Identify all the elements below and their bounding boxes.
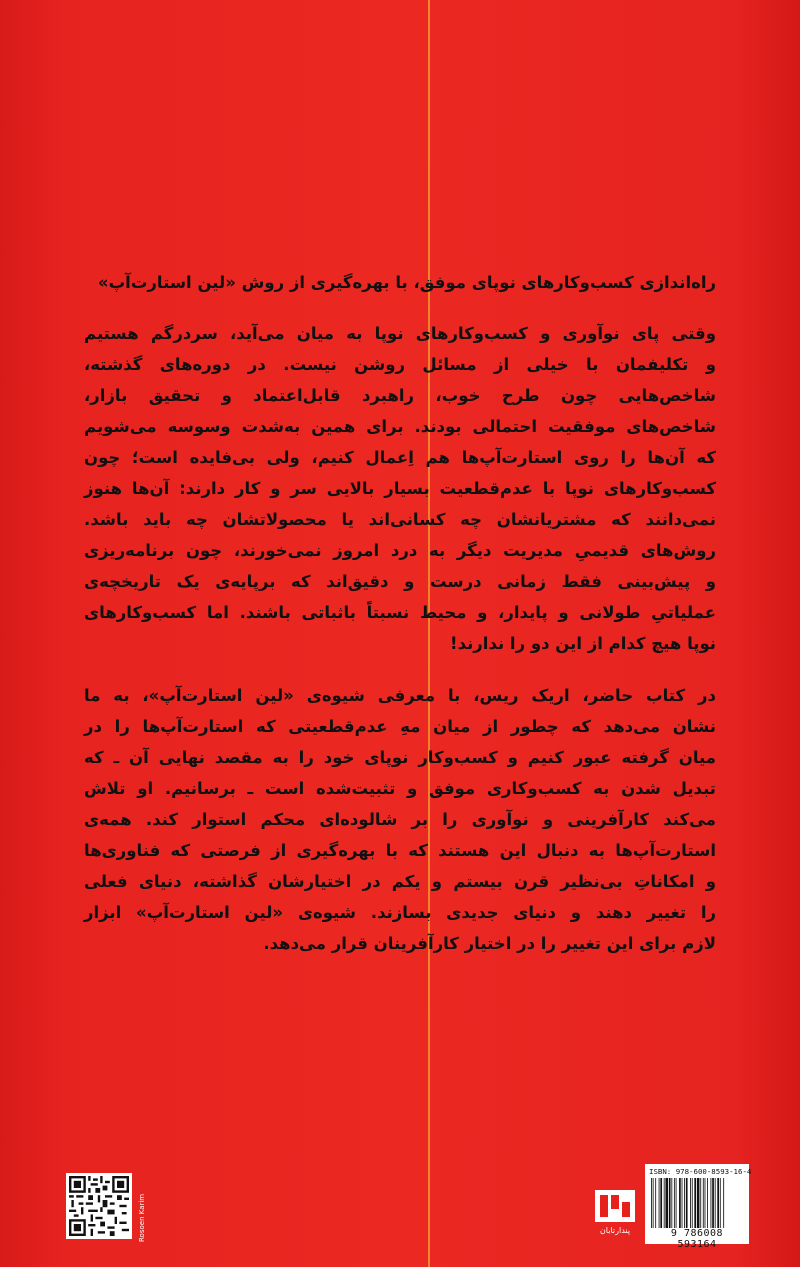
paragraph-line: شاخص‌هایی چون طرح خوب، راهبرد قابل‌اعتماد و تحقیق بازار، [84, 386, 716, 405]
publisher-name: پندارتابان [599, 1226, 631, 1235]
paragraph-line: لازم برای این تغییر را در اختیار کارآفرینان قرار می‌دهد. [263, 934, 716, 953]
barcode-bar [720, 1178, 721, 1228]
barcode-bar [651, 1178, 652, 1228]
barcode-bar [669, 1178, 671, 1228]
qr-code-graphic [69, 1176, 129, 1236]
barcode-bar [697, 1178, 700, 1228]
isbn-label: ISBN: 978-600-8593-16-4 [649, 1167, 752, 1176]
paragraph-line: میان گرفته عبور کنیم و کسب‌وکار نوپای خود را به مقصد نهایی آن ـ که [84, 748, 716, 767]
barcode-bar [674, 1178, 675, 1228]
paragraph-line: می‌کند کارآفرینی و نوآوری را بر شالوده‌ای محکم استوار کند. همه‌ی [84, 810, 716, 829]
barcode-bar [717, 1178, 719, 1228]
paragraph-line: نمی‌دانند که مشتریانشان چه کسانی‌اند یا محصولاتشان چه باید باشد. [84, 510, 716, 529]
isbn-barcode [645, 1164, 752, 1250]
barcode-bar [664, 1178, 665, 1228]
barcode-bar [676, 1178, 677, 1228]
barcode-bar [723, 1178, 724, 1228]
book-subtitle: راه‌اندازی کسب‌وکارهای نوپای موفق، با بهره‌گیری از روش «لین استارت‌آپ» [97, 273, 716, 292]
barcode-bar [694, 1178, 696, 1228]
paragraph-line: که آن‌ها را روی استارت‌آپ‌ها هم اِعمال کنیم، ولی بی‌فایده است؛ چون [84, 448, 716, 467]
barcode-bar [655, 1178, 656, 1228]
barcode-bar [703, 1178, 704, 1228]
paragraph-line: استارت‌آپ‌ها به دنبال این هستند که با بهره‌گیری از فرصتی که فناوری‌ها [84, 841, 716, 860]
barcode-bar [679, 1178, 681, 1228]
barcode-bar [671, 1178, 672, 1228]
paragraph-line: شاخص‌های موفقیت احتمالی بودند. برای همین به‌شدت وسوسه می‌شویم [84, 417, 716, 436]
barcode-bar [660, 1178, 662, 1228]
publisher-logo [595, 1190, 635, 1245]
barcode-bar [715, 1178, 716, 1228]
barcode-bar [707, 1178, 708, 1228]
paragraph-line: تبدیل شدن به کسب‌وکاری موفق و تثبیت‌شده است ـ برسانیم. او تلاش [84, 779, 716, 798]
barcode-bar [653, 1178, 654, 1228]
paragraph-line: و پیش‌بینی فقط زمانی درست و دقیق‌اند که بر‌پایه‌ی یک تاریخچه‌ی [84, 572, 716, 591]
paragraph-line: و تکلیفمان با خیلی از مسائل روشن نیست. در دوره‌های گذشته، [84, 355, 716, 374]
barcode-bar [700, 1178, 701, 1228]
paragraph-line: در کتاب حاضر، اریک ریس، با معرفی شیوه‌ی «لین استارت‌آپ»، به ما [84, 686, 716, 705]
paragraph-line: عملیاتیِ طولانی و پایدار، و محیط نسبتاً باثباتی باشند. اما کسب‌وکارهای [84, 603, 716, 622]
paragraph-line: روش‌های قدیمیِ مدیریت دیگر به درد امروز نمی‌خورند، چون برنامه‌ریزی [84, 541, 716, 560]
barcode-bar [665, 1178, 668, 1228]
barcode-bar [659, 1178, 660, 1228]
barcode-bar [690, 1178, 691, 1228]
paragraph-line: کسب‌وکارهای نوپا با عدم‌قطعیت بسیار بالایی سر و کار دارند: آن‌ها هنوز [84, 479, 716, 498]
barcode-bar [711, 1178, 712, 1228]
barcode-bar [692, 1178, 693, 1228]
description-paragraph-1 [84, 318, 716, 659]
barcode-digits: 9 786008 593164 [670, 1228, 724, 1250]
publisher-logo-mark [595, 1190, 635, 1222]
designer-signature: Rosoen Karim [138, 1193, 146, 1242]
qr-code[interactable] [66, 1173, 132, 1239]
paragraph-line: را تغییر دهند و دنیای جدیدی بسازند. شیوه‌ی «لین استارت‌آپ» ابزار [84, 903, 716, 922]
paragraph-line: نوپا هیچ کدام از این دو را ندارند! [450, 634, 716, 653]
barcode-bar [705, 1178, 706, 1228]
barcode-bars [649, 1178, 745, 1228]
barcode-bar [712, 1178, 714, 1228]
paragraph-line: و امکاناتِ بی‌نظیر قرن بیستم و یکم در اختیارشان گذاشته، دنیای فعلی [84, 872, 716, 891]
description-paragraph-2 [84, 680, 716, 959]
paragraph-line: نشان می‌دهد که چطور از میان مهِ عدم‌قطعیتی که استارت‌آپ‌ها را در [84, 717, 716, 736]
paragraph-line: وقتی پای نوآوری و کسب‌وکارهای نوپا به میان می‌آید، سردرگم هستیم [84, 324, 716, 343]
barcode-bar [684, 1178, 685, 1228]
barcode-bar [682, 1178, 683, 1228]
barcode-bar [686, 1178, 688, 1228]
